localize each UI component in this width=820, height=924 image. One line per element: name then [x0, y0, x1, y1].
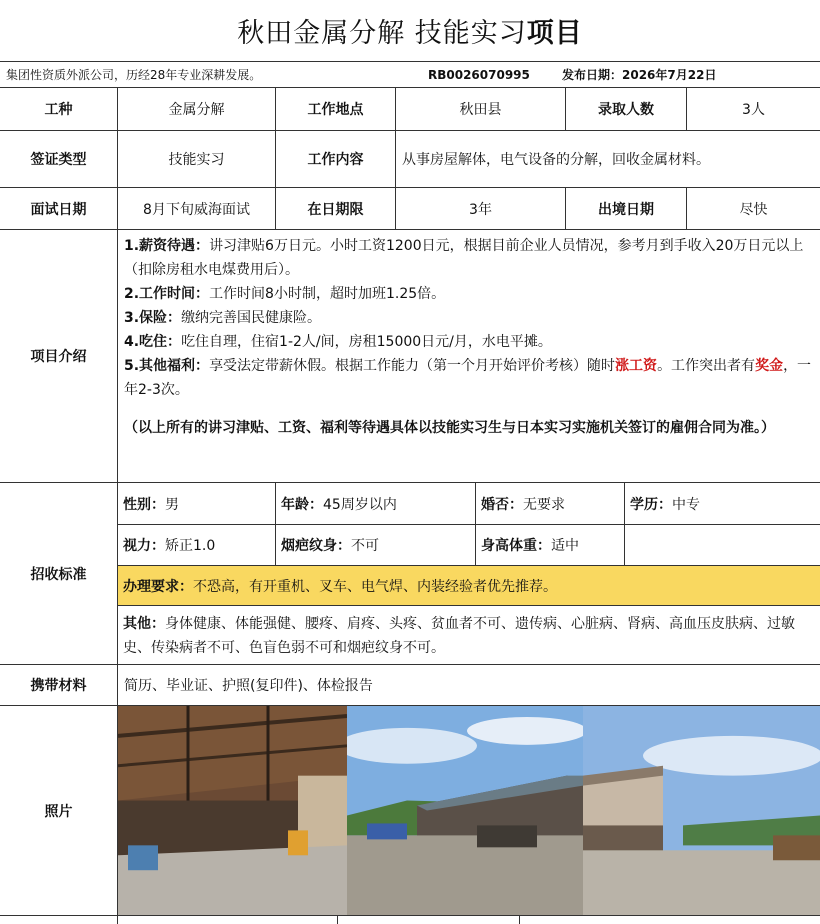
- job-value: 金属分解: [118, 88, 276, 130]
- materials-label: 携带材料: [0, 665, 118, 705]
- materials-value: 简历、毕业证、护照(复印件)、体检报告: [124, 678, 373, 694]
- content-label: 工作内容: [276, 131, 396, 187]
- criteria-edu: 学历： 中专: [630, 496, 700, 513]
- job-code: RB0026070995: [428, 67, 530, 82]
- term-label: 在日期限: [276, 188, 396, 229]
- location-label: 工作地点: [276, 88, 396, 130]
- criteria-body: 身高体重： 适中: [476, 525, 625, 565]
- hire-label: 录取人数: [566, 88, 687, 130]
- criteria-label: 招收标准: [0, 483, 118, 664]
- title-main: 秋田金属分解 技能实习: [237, 18, 527, 49]
- depart-label: 出境日期: [566, 188, 687, 229]
- intro-salary: 1.薪资待遇：讲习津贴6万日元。小时工资1200日元，根据目前企业人员情况，参考月到手收入20万日元以上（扣除房租水电煤费用后）。: [124, 238, 804, 278]
- intro-welfare: 5.其他福利：享受法定带薪休假。根据工作能力（第一个月开始评价考核）随时涨工资。工作突出者有奖金，一年2-3次。: [124, 358, 812, 398]
- intro-content: [118, 230, 820, 482]
- photo-yard-exterior: [347, 706, 583, 915]
- title-bold: 项目: [526, 18, 583, 49]
- row-visa: [0, 131, 820, 188]
- job-label: 工种: [0, 88, 118, 130]
- criteria-tattoo: 烟疤纹身： 不可: [276, 525, 476, 565]
- visa-label: 签证类型: [0, 131, 118, 187]
- content-value: 从事房屋解体，电气设备的分解，回收金属材料。: [402, 152, 710, 168]
- term-value: 3年: [396, 188, 566, 229]
- criteria-row-2: [118, 525, 820, 566]
- criteria-other: 其他：身体健康、体能强健、腰疼、肩疼、头疼、贫血者不可、遗传病、心脏病、肾病、高血压皮肤病、过敏史、传染病者不可、色盲色弱不可和烟疤纹身不可。: [123, 615, 795, 656]
- visa-value: 技能实习: [118, 131, 276, 187]
- row-photos: [0, 706, 820, 916]
- row-materials: [0, 665, 820, 706]
- company-info: 集团性资质外派公司，历经28年专业深耕发展。: [6, 68, 262, 82]
- meta-bar: [0, 62, 820, 88]
- page-title: [0, 0, 820, 62]
- criteria-age: 年龄： 45周岁以内: [276, 483, 476, 524]
- interview-value: 8月下旬威海面试: [118, 188, 276, 229]
- criteria-empty: [625, 525, 820, 565]
- intro-living: 4.吃住：吃住自理，住宿1-2人/间，房租15000日元/月，水电平摊。: [124, 334, 552, 350]
- row-intro: [0, 230, 820, 483]
- criteria-vision: 视力： 矫正1.0: [118, 525, 276, 565]
- photos-label: 照片: [0, 706, 118, 915]
- publish-date: 发布日期：2026年7月22日: [562, 68, 717, 82]
- intro-label: 项目介绍: [0, 230, 118, 482]
- photo-warehouse-interior: [118, 706, 347, 915]
- criteria-marriage: 婚否： 无要求: [476, 483, 625, 524]
- intro-hours: 2.工作时间：工作时间8小时制，超时加班1.25倍。: [124, 286, 446, 302]
- intro-insurance: 3.保险：缴纳完善国民健康险。: [124, 310, 322, 326]
- depart-value: 尽快: [739, 201, 768, 218]
- row-interview: [0, 188, 820, 230]
- interview-label: 面试日期: [0, 188, 118, 229]
- criteria-gender: 性别： 男: [118, 483, 276, 524]
- location-value: 秋田县: [396, 88, 566, 130]
- row-bottom: [0, 916, 820, 924]
- criteria-row-1: [118, 483, 820, 525]
- row-job: [0, 88, 820, 131]
- hire-value: 3人: [742, 102, 765, 118]
- row-criteria: [0, 483, 820, 665]
- criteria-requirement: 办理要求： 不恐高，有开重机、叉车、电气焊、内装经验者优先推荐。: [118, 566, 820, 606]
- photo-building-exterior: [583, 706, 820, 915]
- intro-note: （以上所有的讲习津贴、工资、福利等待遇具体以技能实习生与日本实习实施机关签订的雇佣合同为准。）: [124, 420, 775, 436]
